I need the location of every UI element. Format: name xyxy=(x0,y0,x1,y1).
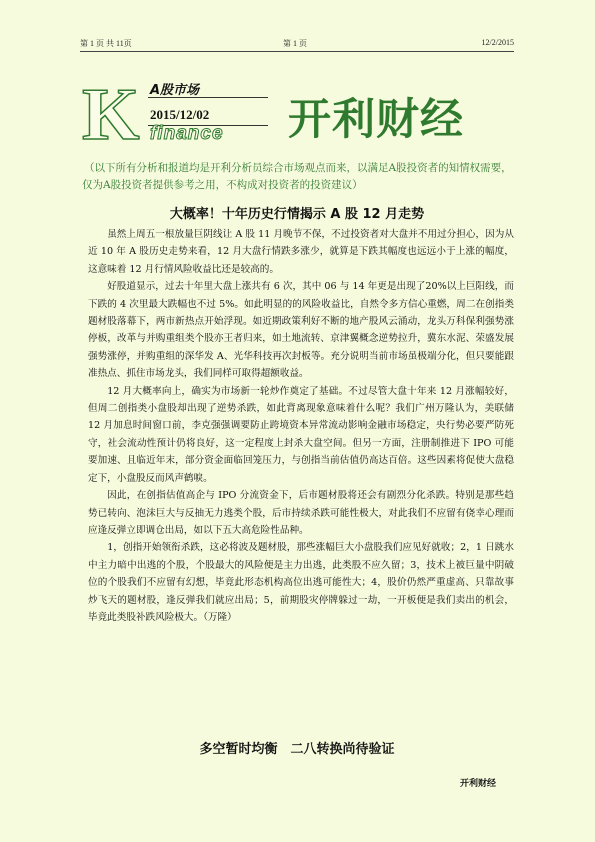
page-count: 第 1 页 共 11页 xyxy=(80,39,132,48)
article-title: 大概率！十年历史行情揭示 A 股 12 月走势 xyxy=(169,207,425,222)
issue-date: 2015/12/02 xyxy=(150,107,210,122)
paragraph: 12 月大概率向上，确实为市场新一轮炒作奠定了基础。不过尽管大盘十年来 12 月涨幅较好，但周二创指类小盘股却出现了逆势杀跌，如此背离现象意味着什么呢？我们广州万隆认为，美联储 12 月加息时间窗口前，李克强强调要防止跨境资本异常流动影响金融市场稳定，央行势必要严防死守，社会流动性预计仍将良好，这一定程度上封杀大盘空间。但另一方面，注册制推进下 IPO 可能要加速、且临近年末，部分资金面临回笼压力，与创指当前估值仍高达百倍。这些因素将促使大盘稳定下，小盘股反而风声鹤唳。 xyxy=(88,385,514,484)
header-date: 12/2/2015 xyxy=(481,38,514,47)
paragraph: 好股道显示，过去十年里大盘上涨共有 6 次，其中 06 与 14 年更是出现了20%以上巨阳线，而下跌的 4 次里最大跌幅也不过 5%。如此明显的的风险收益比，自然令多方信心重燃，周二在创指类题材股落幕下，两市新热点开始浮现。如近期政策利好不断的地产股风云涌动，龙头万科保利强势涨停板，改革与并购重组类个股亦王者归来，如土地流转、京津翼概念逆势拉升，冀东水泥、荣盛发展强势涨停，并购重组的深华发 A、光华科技再次封板等。充分说明当前市场虽极端分化，但只要能跟准热点、抓住市场龙头，我们同样可取得超额收益。 xyxy=(88,281,514,380)
header-rule xyxy=(80,51,514,52)
page-header xyxy=(80,38,514,52)
paragraph: 因此，在创指估值高企与 IPO 分流资金下，后市题材股将还会有剧烈分化杀跌。特别是那些趋势已转向、泡沫巨大与反抽无力逃类个股，后市持续杀跌可能性极大，对此我们不应留有侥幸心理而应逢反弹立即调仓出局，如以下五大高危险性品种。 xyxy=(88,490,514,536)
brand-rule-top xyxy=(148,97,268,98)
second-article-title: 多空暂时均衡 二八转换尚待验证 xyxy=(199,742,395,757)
disclaimer: （以下所有分析和报道均是开利分析员综合市场观点而来，以满足A股投资者的知情权需要，仅为A股投资者提供参考之用，不构成对投资者的投资建议） xyxy=(82,162,512,191)
brand-market-label: A股市场 xyxy=(150,83,200,98)
article-body xyxy=(88,226,514,626)
brand-k-logo: K xyxy=(82,74,140,156)
paragraph: 1，创指开始领衔杀跌，这必将波及题材股，那些涨幅巨大小盘股我们应见好就收；2，1 日跳水中主力暗中出逃的个股，个股最大的风险便是主力出逃，此类股不应久留；3，技术上被巨量中阴破位的个股我们不应留有幻想，毕竟此形态机构高位出逃可能性大；4，股价仍然严重虚高、只靠故事炒飞天的题材股，逢反弹我们就应出局；5，前期股灾停牌躲过一劫，一开板便是我们卖出的机会，毕竟此类股补跌风险极大。（万隆） xyxy=(88,542,514,623)
brand-name: 开利财经 xyxy=(288,95,464,145)
brand-finance-logo: finance xyxy=(150,123,224,144)
page-number: 第 1 页 xyxy=(283,39,307,48)
paragraph: 虽然上周五一根放量巨阴线让 A 股 11 月晚节不保，不过投资者对大盘并不用过分担心，因为从近 10 年 A 股历史走势来看，12 月大盘行情跌多涨少，就算是下跌其幅度也远远小于上涨的幅度，这意味着 12 月行情风险收益比还是较高的。 xyxy=(88,229,514,275)
footer-brand: 开利财经 xyxy=(460,779,497,789)
